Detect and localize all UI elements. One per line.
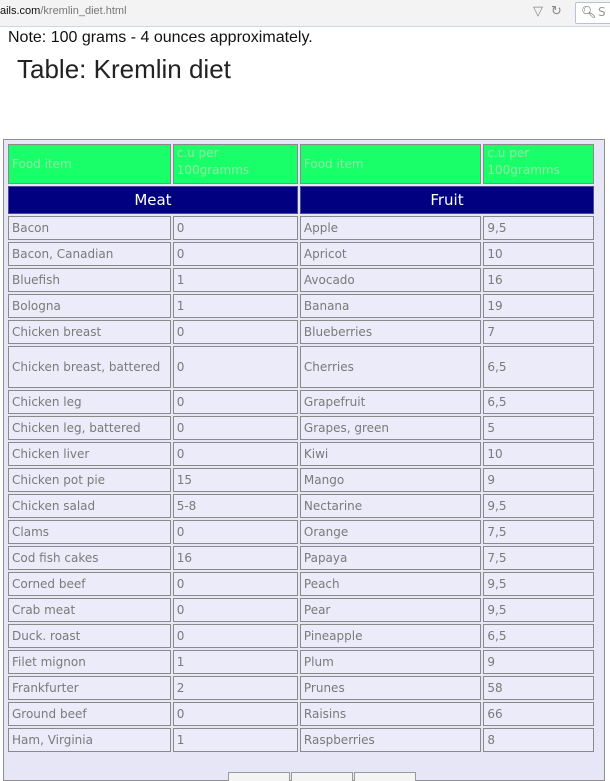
note-text: Note: 100 grams - 4 ounces approximately. — [8, 29, 313, 46]
meat-name-cell: Bluefish — [8, 268, 171, 292]
table-row — [8, 468, 594, 492]
url-text[interactable] — [0, 5, 127, 17]
header-food-item-left: Food item — [8, 144, 171, 184]
meat-name-cell: Ground beef — [8, 702, 171, 726]
fruit-name-cell: Papaya — [300, 546, 482, 570]
table-row — [8, 216, 594, 240]
meat-cu-cell: 0 — [173, 416, 298, 440]
meat-cu-cell: 15 — [173, 468, 298, 492]
search-icon: 🔍︎ — [581, 5, 597, 19]
header-cu-right: c.u per 100gramms — [483, 144, 594, 184]
table-row — [8, 442, 594, 466]
meat-name-cell: Chicken liver — [8, 442, 171, 466]
meat-name-cell: Chicken breast, battered — [8, 346, 171, 388]
meat-cu-cell: 0 — [173, 572, 298, 596]
meat-name-cell: Clams — [8, 520, 171, 544]
reload-icon[interactable]: ↻ — [551, 4, 562, 19]
fruit-cu-cell: 58 — [483, 676, 594, 700]
table-row — [8, 294, 594, 318]
fruit-name-cell: Raspberries — [300, 728, 482, 752]
meat-cu-cell: 1 — [173, 728, 298, 752]
header-cu-left: c.u per 100gramms — [173, 144, 298, 184]
fruit-cu-cell: 9,5 — [483, 598, 594, 622]
fruit-cu-cell: 10 — [483, 442, 594, 466]
diet-table-container — [3, 139, 605, 781]
meat-cu-cell: 0 — [173, 702, 298, 726]
fruit-name-cell: Cherries — [300, 346, 482, 388]
fruit-cu-cell: 6,5 — [483, 390, 594, 414]
meat-name-cell: Bologna — [8, 294, 171, 318]
fruit-cu-cell: 7 — [483, 320, 594, 344]
fruit-name-cell: Peach — [300, 572, 482, 596]
fruit-cu-cell: 9 — [483, 650, 594, 674]
url-host: ails.com — [0, 5, 41, 17]
meat-name-cell: Cod fish cakes — [8, 546, 171, 570]
fruit-name-cell: Nectarine — [300, 494, 482, 518]
meat-cu-cell: 0 — [173, 442, 298, 466]
fruit-name-cell: Grapefruit — [300, 390, 482, 414]
meat-cu-cell: 1 — [173, 650, 298, 674]
fruit-name-cell: Raisins — [300, 702, 482, 726]
fruit-name-cell: Apricot — [300, 242, 482, 266]
meat-cu-cell: 2 — [173, 676, 298, 700]
meat-cu-cell: 0 — [173, 598, 298, 622]
meat-cu-cell: 1 — [173, 294, 298, 318]
fruit-cu-cell: 16 — [483, 268, 594, 292]
fruit-name-cell: Kiwi — [300, 442, 482, 466]
header-food-item-right: Food item — [300, 144, 482, 184]
table-row — [8, 572, 594, 596]
dropdown-arrow-icon[interactable]: ▽ — [533, 4, 543, 19]
fruit-name-cell: Avocado — [300, 268, 482, 292]
meat-cu-cell: 0 — [173, 390, 298, 414]
meat-cu-cell: 0 — [173, 520, 298, 544]
table-row — [8, 728, 594, 752]
table-row — [8, 416, 594, 440]
fruit-cu-cell: 6,5 — [483, 346, 594, 388]
fruit-name-cell: Pear — [300, 598, 482, 622]
meat-name-cell: Ham, Virginia — [8, 728, 171, 752]
meat-name-cell: Crab meat — [8, 598, 171, 622]
meat-cu-cell: 1 — [173, 268, 298, 292]
table-row — [8, 520, 594, 544]
meat-name-cell: Frankfurter — [8, 676, 171, 700]
meat-cu-cell: 0 — [173, 216, 298, 240]
table-row — [8, 702, 594, 726]
table-row — [8, 650, 594, 674]
fruit-cu-cell: 7,5 — [483, 520, 594, 544]
table-row — [8, 676, 594, 700]
meat-cu-cell: 0 — [173, 346, 298, 388]
fruit-cu-cell: 8 — [483, 728, 594, 752]
fruit-name-cell: Prunes — [300, 676, 482, 700]
table-row — [8, 546, 594, 570]
meat-name-cell: Bacon — [8, 216, 171, 240]
fruit-cu-cell: 9,5 — [483, 216, 594, 240]
table-row — [8, 598, 594, 622]
fruit-cu-cell: 5 — [483, 416, 594, 440]
category-row — [8, 186, 594, 214]
table-header-row — [8, 144, 594, 184]
fruit-cu-cell: 6,5 — [483, 624, 594, 648]
meat-name-cell: Chicken leg, battered — [8, 416, 171, 440]
fruit-cu-cell: 9,5 — [483, 494, 594, 518]
category-meat: Meat — [8, 186, 298, 214]
page-title: Table: Kremlin diet — [17, 54, 231, 84]
fruit-cu-cell: 9,5 — [483, 572, 594, 596]
table-row — [8, 242, 594, 266]
meat-name-cell: Chicken breast — [8, 320, 171, 344]
meat-cu-cell: 0 — [173, 242, 298, 266]
meat-name-cell: Duck. roast — [8, 624, 171, 648]
table-row — [8, 268, 594, 292]
meat-name-cell: Chicken pot pie — [8, 468, 171, 492]
search-box[interactable] — [575, 2, 610, 24]
fruit-name-cell: Plum — [300, 650, 482, 674]
fruit-cu-cell: 7,5 — [483, 546, 594, 570]
meat-name-cell: Bacon, Canadian — [8, 242, 171, 266]
fruit-name-cell: Orange — [300, 520, 482, 544]
fruit-cu-cell: 9 — [483, 468, 594, 492]
fruit-name-cell: Blueberries — [300, 320, 482, 344]
diet-table — [6, 142, 596, 754]
fruit-cu-cell: 66 — [483, 702, 594, 726]
category-fruit: Fruit — [300, 186, 594, 214]
meat-cu-cell: 16 — [173, 546, 298, 570]
table-row — [8, 494, 594, 518]
table-row — [8, 624, 594, 648]
fruit-name-cell: Apple — [300, 216, 482, 240]
url-path: /kremlin_diet.html — [40, 5, 127, 17]
fruit-name-cell: Grapes, green — [300, 416, 482, 440]
fruit-name-cell: Pineapple — [300, 624, 482, 648]
fruit-name-cell: Mango — [300, 468, 482, 492]
meat-cu-cell: 5-8 — [173, 494, 298, 518]
meat-name-cell: Chicken leg — [8, 390, 171, 414]
search-placeholder: S — [598, 5, 606, 19]
meat-name-cell: Corned beef — [8, 572, 171, 596]
meat-name-cell: Filet mignon — [8, 650, 171, 674]
table-row — [8, 390, 594, 414]
meat-cu-cell: 0 — [173, 624, 298, 648]
fruit-cu-cell: 19 — [483, 294, 594, 318]
fruit-cu-cell: 10 — [483, 242, 594, 266]
table-row — [8, 320, 594, 344]
meat-cu-cell: 0 — [173, 320, 298, 344]
meat-name-cell: Chicken salad — [8, 494, 171, 518]
table-row — [8, 346, 594, 388]
fruit-name-cell: Banana — [300, 294, 482, 318]
